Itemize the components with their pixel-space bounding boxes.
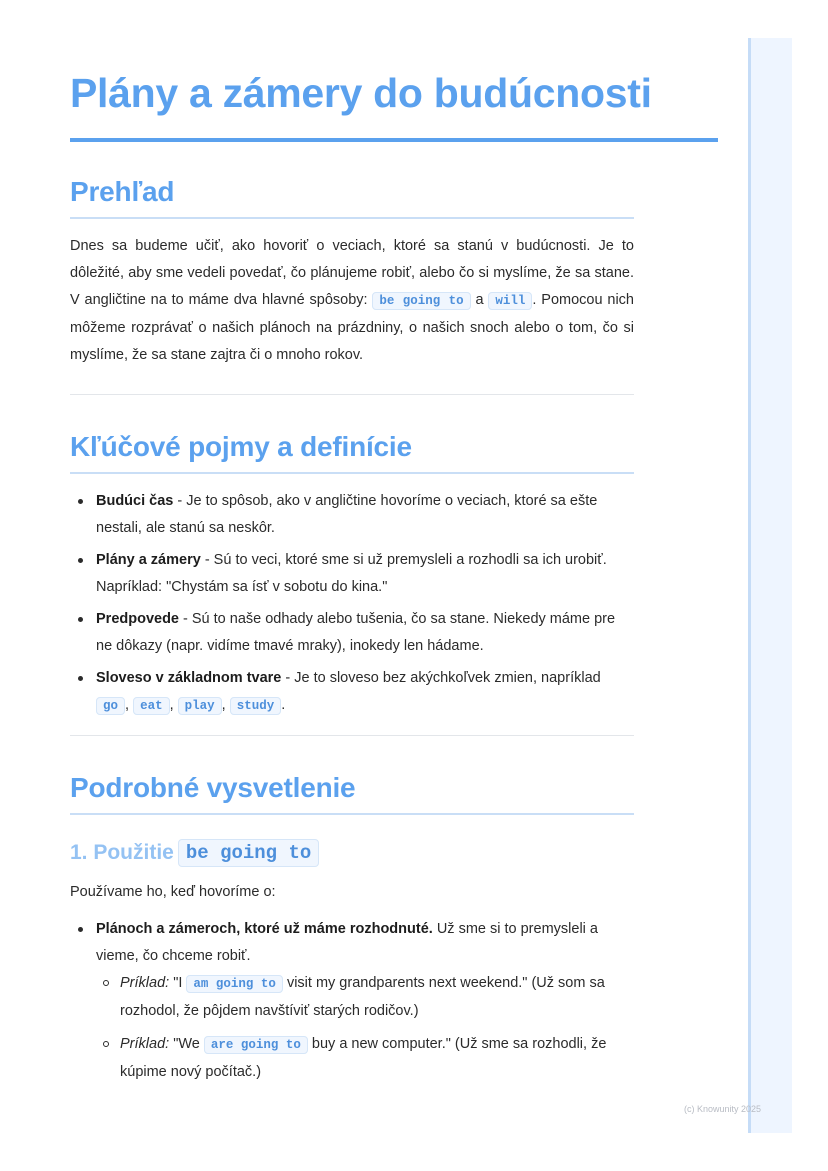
code-be-going-to: be going to: [372, 292, 470, 310]
separator: ,: [221, 697, 230, 713]
divider: [70, 735, 634, 736]
list-item: [96, 488, 634, 542]
title-rule: [70, 138, 718, 142]
document-content: [70, 176, 634, 1092]
definition: - Je to sloveso bez akýchkoľvek zmien, napríklad: [281, 670, 601, 686]
section-heading-detail: Podrobné vysvetlenie: [70, 772, 634, 815]
example-list: [96, 970, 634, 1086]
key-terms-list: [70, 488, 634, 720]
usage-title: Plánoch a zámeroch, ktoré už máme rozhodnuté.: [96, 921, 433, 937]
definition: - Je to spôsob, ako v angličtine hovoríme o veciach, ktoré sa ešte nestali, ale stanú sa neskôr.: [96, 493, 598, 536]
overview-text: Dnes sa budeme učiť, ako hovoriť o veciach, ktoré sa stanú v budúcnosti. Je to dôležité, aby sme vedeli povedať, čo plánujeme robiť, alebo čo si myslíme, že sa stane. V angličtine na to máme dva hlavné spôsoby:: [70, 238, 634, 308]
term: Budúci čas: [96, 493, 174, 509]
section-key-terms: [70, 431, 634, 720]
example-text: buy a new computer." (Už sme sa rozhodli, že kúpime nový počítač.): [120, 1036, 607, 1080]
list-item: [96, 916, 634, 1086]
usage-list: [70, 916, 634, 1086]
code-are-going-to: are going to: [204, 1036, 308, 1054]
example-text: visit my grandparents next weekend." (Už som sa rozhodol, že pôjdem navštíviť starých rodičov.): [120, 975, 605, 1019]
example-item: [120, 1031, 634, 1086]
code-be-going-to-heading: be going to: [178, 839, 319, 867]
overview-text: . Pomocou nich môžeme rozprávať o našich plánoch na prázdniny, o našich snoch alebo o tom, čo si myslíme, že sa stane zajtra či o mnoho rokov.: [70, 292, 634, 363]
usage-text: Už sme si to premysleli a vieme, čo chceme robiť.: [96, 921, 598, 964]
overview-text: a: [470, 292, 489, 308]
period: .: [281, 697, 286, 713]
list-item: [96, 547, 634, 601]
term: Sloveso v základnom tvare: [96, 670, 282, 686]
code-study: study: [230, 697, 282, 715]
example-text: "I: [169, 975, 187, 991]
code-go: go: [96, 697, 125, 715]
list-item: [96, 665, 634, 720]
example-item: [120, 970, 634, 1025]
separator: ,: [125, 697, 134, 713]
subsection-heading-be-going-to: [70, 839, 634, 867]
term: Plány a zámery: [96, 552, 201, 568]
definition: - Sú to naše odhady alebo tušenia, čo sa stane. Niekedy máme pre ne dôkazy (napr. vidíme tmavé mraky), inokedy len hádame.: [96, 611, 616, 654]
subsection-heading-text: 1. Použitie: [70, 841, 174, 864]
overview-paragraph: [70, 233, 634, 369]
code-am-going-to: am going to: [186, 975, 283, 993]
term: Predpovede: [96, 611, 179, 627]
section-heading-overview: Prehľad: [70, 176, 634, 219]
separator: ,: [169, 697, 178, 713]
code-eat: eat: [133, 697, 170, 715]
page-title: Plány a zámery do budúcnosti: [70, 70, 652, 116]
example-label: Príklad:: [120, 1036, 170, 1052]
code-will: will: [488, 292, 532, 310]
section-heading-key-terms: Kľúčové pojmy a definície: [70, 431, 634, 474]
example-label: Príklad:: [120, 975, 170, 991]
intro-paragraph: Používame ho, keď hovoríme o:: [70, 884, 276, 900]
list-item: [96, 606, 634, 660]
section-overview: [70, 176, 634, 369]
divider: [70, 394, 634, 395]
copyright-footer: (c) Knowunity 2025: [684, 1104, 762, 1114]
example-text: "We: [169, 1036, 204, 1052]
side-strip: [748, 38, 792, 1133]
section-detail: [70, 772, 634, 1086]
definition: - Sú to veci, ktoré sme si už premysleli a rozhodli sa ich urobiť. Napríklad: "Chystám sa ísť v sobotu do kina.": [96, 552, 607, 595]
code-play: play: [178, 697, 222, 715]
